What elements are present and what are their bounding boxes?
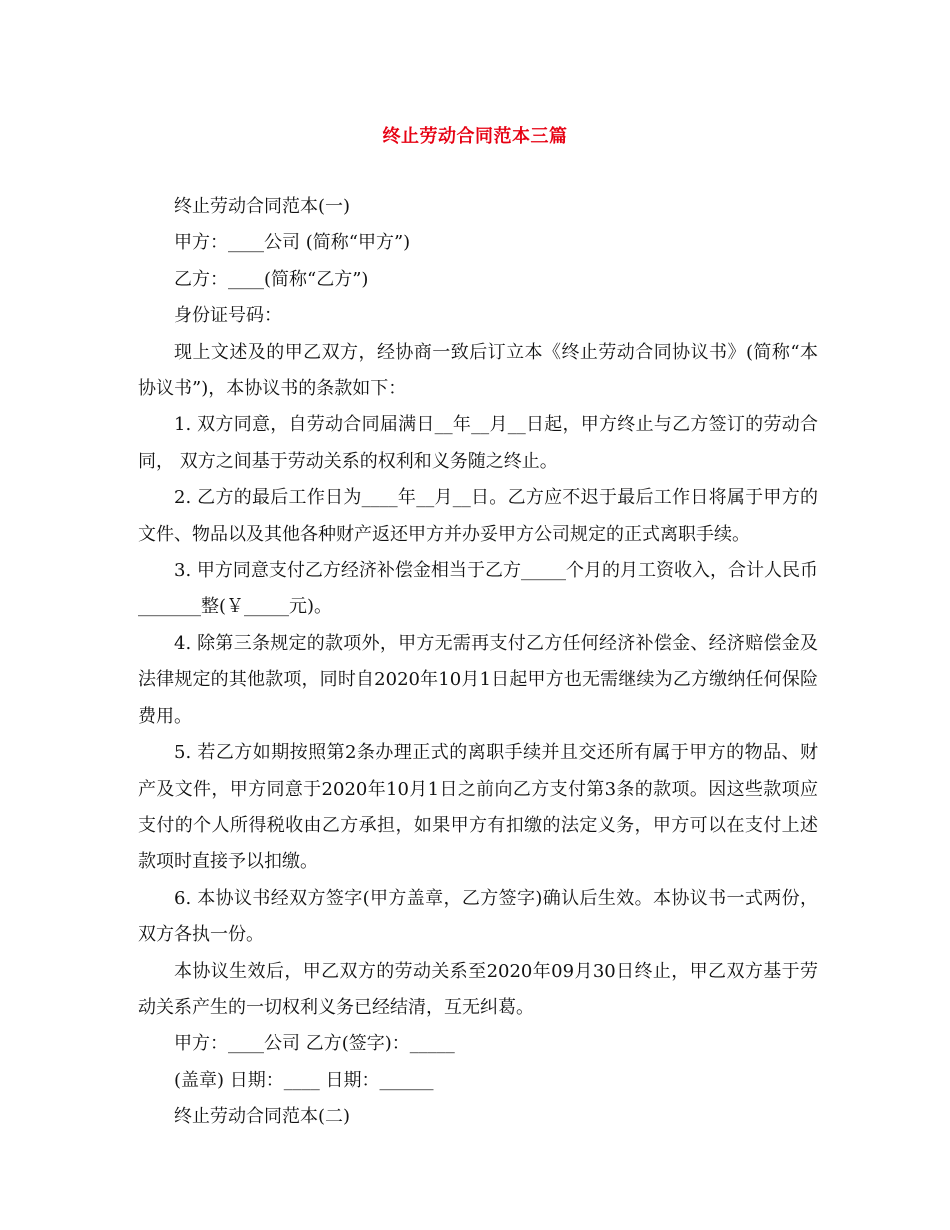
effect-paragraph: 本协议生效后，甲乙双方的劳动关系至2020年09月30日终止，甲乙双方基于劳动关系产生的一切权利义务已经结清，互无纠葛。 (138, 960, 818, 1018)
clause-1: 1. 双方同意，自劳动合同届满日__年__月__日起，甲方终止与乙方签订的劳动合同， 双方之间基于劳动关系的权利和义务随之终止。 (138, 414, 818, 472)
clause-2: 2. 乙方的最后工作日为____年__月__日。乙方应不迟于最后工作日将属于甲方的文件、物品以及其他各种财产返还甲方并办妥甲方公司规定的正式离职手续。 (138, 487, 818, 545)
clause-3: 3. 甲方同意支付乙方经济补偿金相当于乙方_____个月的月工资收入，合计人民币_______整(￥_____元)。 (138, 560, 818, 618)
document-title: 终止劳动合同范本三篇 (382, 126, 568, 147)
party-b-line: 乙方：____(简称“乙方”) (174, 268, 369, 290)
id-number-line: 身份证号码： (174, 305, 282, 327)
section-heading-1: 终止劳动合同范本(一) (174, 196, 351, 217)
party-a-line: 甲方：____公司 (简称“甲方”) (174, 232, 411, 254)
clause-6: 6. 本协议书经双方签字(甲方盖章，乙方签字)确认后生效。本协议书一式两份，双方各执一份。 (138, 887, 818, 946)
clause-4: 4. 除第三条规定的款项外，甲方无需再支付乙方任何经济补偿金、经济赔偿金及法律规定的其他款项，同时自2020年10月1日起甲方也无需继续为乙方缴纳任何保险费用。 (138, 632, 818, 727)
document-body (138, 189, 818, 1136)
clause-5: 5. 若乙方如期按照第2条办理正式的离职手续并且交还所有属于甲方的物品、财产及文件，甲方同意于2020年10月1日之前向乙方支付第3条的款项。因这些款项应支付的个人所得税收由乙方承担，如果甲方有扣缴的法定义务，甲方可以在支付上述款项时直接予以扣缴。 (138, 742, 818, 873)
section-heading-2: 终止劳动合同范本(二) (174, 1106, 351, 1128)
preamble-paragraph: 现上文述及的甲乙双方，经协商一致后订立本《终止劳动合同协议书》(简称“本协议书”)，本协议书的条款如下： (138, 341, 818, 400)
signature-line: 甲方：____公司 乙方(签字)：_____ (174, 1033, 455, 1055)
seal-date-line: (盖章) 日期：____ 日期：______ (174, 1069, 434, 1091)
